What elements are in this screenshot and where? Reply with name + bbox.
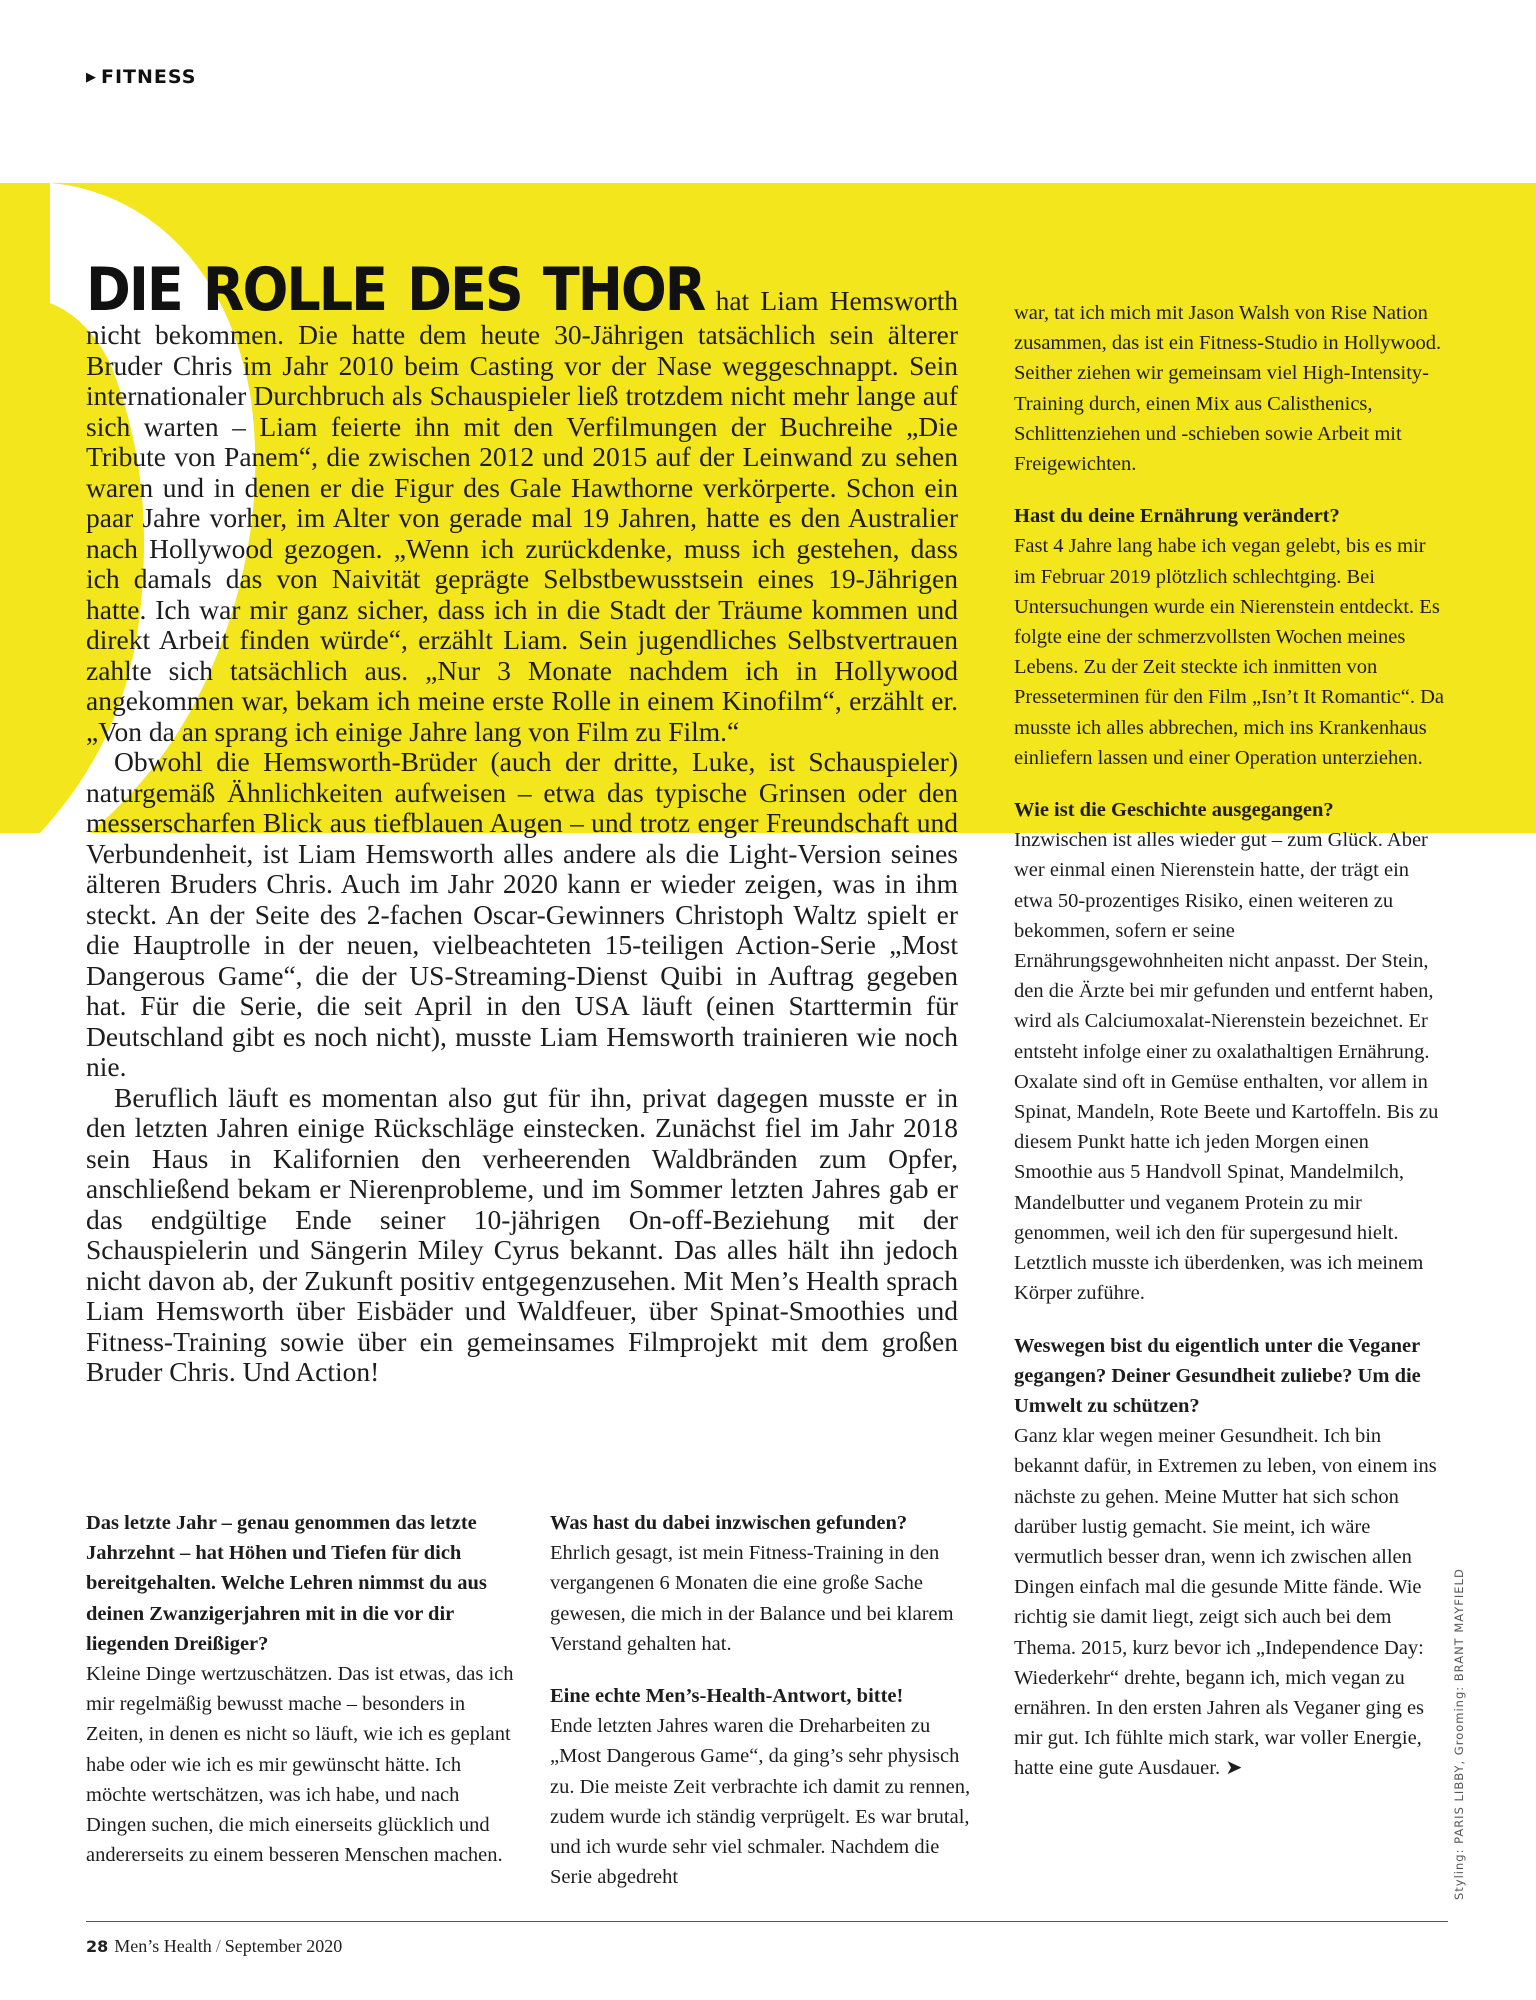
section-tag-label: FITNESS: [101, 66, 197, 88]
paragraph-text: Beruflich läuft es momentan also gut für ihn, privat dagegen musste er in den letzten Jahren einige Rückschläge einstecken. Zunächst fiel im Jahr 2018 sein Haus in Kalifornien den verheerenden Waldbränden zum Opfer, anschließend bekam er Nierenprobleme, und im Sommer letzten Jahres gab er das endgültige Ende seiner 10-jährigen On-off-Beziehung mit der Schauspielerin und Sängerin Miley Cyrus bekannt. Das alles hält ihn jedoch nicht davon ab, der Zukunft positiv entgegenzusehen. Mit Men’s Health sprach Liam Hemsworth über Eisbäder und Waldfeuer, über Spinat-Smoothies und Fitness-Training sowie über ein gemeinsames Filmprojekt mit dem großen Bruder Chris. Und Action!: [86, 1081, 958, 1387]
qa-block: [1014, 1331, 1448, 1784]
triangle-arrow-icon: ▶: [86, 70, 97, 85]
qa-block: [550, 1508, 978, 1659]
headline: DIE ROLLE DES THOR: [86, 255, 705, 325]
answer: Ende letzten Jahres waren die Dreharbeiten zu „Most Dangerous Game“, da ging’s sehr physisch zu. Die meiste Zeit verbrachte ich damit zu rennen, zudem wurde ich ständig verprügelt. Es war brutal, und ich wurde sehr viel schmaler. Nachdem die Serie abgedreht: [550, 1715, 971, 1889]
interview-column-middle: [550, 1508, 978, 1914]
section-tag: [86, 66, 196, 88]
answer: Fast 4 Jahre lang habe ich vegan gelebt, bis es mir im Februar 2019 plötzlich schlechtging. Bei Untersuchungen wurde ein Nierenstein entdeckt. Es folgte eine der schmerzvollsten Wochen meines Lebens. Zu der Zeit steckte ich inmitten von Presseterminen für den Film „Isn’t It Romantic“. Da musste ich alles abbrechen, mich ins Krankenhaus einliefern lassen und einer Operation unterziehen.: [1014, 535, 1445, 769]
answer: Inzwischen ist alles wieder gut – zum Glück. Aber wer einmal einen Nierenstein hatte, der trägt ein etwa 50-prozentiges Risiko, einen weiteren zu bekommen, sofern er seine Ernährungsgewohnheiten nicht anpasst. Der Stein, den die Ärzte bei mir gefunden und entfernt haben, wird als Calciumoxalat-Nierenstein bezeichnet. Er entsteht infolge einer zu oxalathaltigen Ernährung. Oxalate sind oft in Gemüse enthalten, vor allem in Spinat, Mandeln, Rote Beete und Kartoffeln. Bis zu diesem Punkt hatte ich jeden Morgen einen Smoothie aus 5 Handvoll Spinat, Mandelmilch, Mandelbutter und veganem Protein zu mir genommen, weil ich den für supergesund hielt. Letztlich musste ich überdenken, was ich meinem Körper zuführe.: [1014, 829, 1439, 1305]
question: Wie ist die Geschichte ausgegangen?: [1014, 799, 1334, 822]
qa-block: [86, 1508, 514, 1870]
page-number: 28: [86, 1937, 109, 1956]
interview-column-right: [1014, 298, 1448, 1806]
footer-divider: [86, 1921, 1448, 1922]
footer-separator: /: [215, 1936, 221, 1956]
qa-block: [550, 1681, 978, 1892]
article-main-text: [86, 255, 959, 1388]
issue-date: September 2020: [224, 1936, 343, 1956]
question: Was hast du dabei inzwischen gefunden?: [550, 1512, 908, 1534]
answer: Kleine Dinge wertzuschätzen. Das ist etwas, das ich mir regelmäßig bewusst mache – besonders in Zeiten, in denen es nicht so läuft, wie ich es geplant habe oder wie ich es mir gewünscht hätte. Ich möchte wertschätzen, was ich habe, und nach Dingen suchen, die mich einerseits glücklich und andererseits zu einem besseren Menschen machen.: [86, 1663, 514, 1867]
qa-block: [1014, 795, 1448, 1308]
answer: Ehrlich gesagt, ist mein Fitness-Training in den vergangenen 6 Monaten die eine große Sache gewesen, die mich in der Balance und bei klarem Verstand gehalten hat.: [550, 1542, 954, 1655]
interview-column-left: [86, 1508, 514, 1892]
question: Eine echte Men’s-Health-Antwort, bitte!: [550, 1685, 904, 1708]
magazine-name: Men’s Health: [114, 1936, 212, 1956]
intro-lead: hat Liam Hemsworth nicht bekommen.: [86, 285, 959, 350]
page-footer: [86, 1936, 342, 1957]
answer: Ganz klar wegen meiner Gesundheit. Ich bin bekannt dafür, in Extremen zu leben, von einem ins nächste zu gehen. Meine Mutter hat sich schon darüber lustig gemacht. Sie meint, ich wäre vermutlich besser dran, wenn ich zwischen allen Dingen einfach mal die gesunde Mitte fände. Wie richtig sie damit liegt, zeigt sich auch bei dem Thema. 2015, kurz bevor ich „Independence Day: Wiederkehr“ drehte, begann ich, mich vegan zu ernähren. In den ersten Jahren als Veganer ging es mir gut. Ich fühlte mich stark, war voller Energie, hatte eine gute Ausdauer. ➤: [1014, 1425, 1437, 1780]
qa-block: [1014, 501, 1448, 773]
paragraph-text: Die hatte dem heute 30-Jährigen tatsächlich sein älterer Bruder Chris im Jahr 2010 beim Casting vor der Nase weggeschnappt. Sein internationaler Durchbruch als Schauspieler ließ trotzdem nicht mehr lange auf sich warten – Liam feierte ihn mit den Verfilmungen der Buchreihe „Die Tribute von Panem“, die zwischen 2012 und 2015 auf der Leinwand zu sehen waren und in denen er die Figur des Gale Hawthorne verkörperte. Schon ein paar Jahre vorher, im Alter von gerade mal 19 Jahren, hatte es den Australier nach Hollywood gezogen. „Wenn ich zurückdenke, muss ich gestehen, dass ich damals das von Naivität geprägte Selbstbewusstsein eines 19-Jährigen hatte. Ich war mir ganz sicher, dass ich in die Stadt der Träume kommen und direkt Arbeit finden würde“, erzählt Liam. Sein jugendliches Selbstvertrauen zahlte sich tatsächlich aus. „Nur 3 Monate nachdem ich in Hollywood angekommen war, bekam ich meine erste Rolle in einem Kinofilm“, erzählt er. „Von da an sprang ich einige Jahre lang von Film zu Film.“: [86, 319, 959, 747]
qa-block: [1014, 298, 1448, 479]
question: Weswegen bist du eigentlich unter die Veganer gegangen? Deiner Gesundheit zuliebe? Um die Umwelt zu schützen?: [1014, 1334, 1421, 1417]
answer: war, tat ich mich mit Jason Walsh von Rise Nation zusammen, das ist ein Fitness-Studio in Hollywood. Seither ziehen wir gemeinsam viel High-Intensity-Training durch, einen Mix aus Calisthenics, Schlittenziehen und -schieben sowie Arbeit mit Freigewichten.: [1014, 302, 1442, 476]
paragraph-text: Obwohl die Hemsworth-Brüder (auch der dritte, Luke, ist Schauspieler) naturgemäß Ähnlichkeiten aufweisen – etwa das typische Grinsen oder den messerscharfen Blick aus tiefblauen Augen – und trotz enger Freundschaft und Verbundenheit, ist Liam Hemsworth alles andere als die Light-Version seines älteren Bruders Chris. Auch im Jahr 2020 kann er wieder zeigen, was in ihm steckt. An der Seite des 2-fachen Oscar-Gewinners Christoph Waltz spielt er die Hauptrolle in der neuen, vielbeachteten 15-teiligen Action-Serie „Most Dangerous Game“, die der US-Streaming-Dienst Quibi in Auftrag gegeben hat. Für die Serie, die seit April in den USA läuft (einen Starttermin für Deutschland gibt es noch nicht), musste Liam Hemsworth trainieren wie noch nie.: [86, 746, 958, 1082]
intro-paragraph: [86, 255, 959, 747]
photo-credit: Styling: PARIS LIBBY, Grooming: BRANT MAYFIELD: [1452, 1568, 1466, 1900]
question: Das letzte Jahr – genau genommen das letzte Jahrzehnt – hat Höhen und Tiefen für dich bereitgehalten. Welche Lehren nimmst du aus deinen Zwanzigerjahren mit in die vor dir liegenden Dreißiger?: [86, 1512, 487, 1655]
question: Hast du deine Ernährung verändert?: [1014, 505, 1340, 528]
